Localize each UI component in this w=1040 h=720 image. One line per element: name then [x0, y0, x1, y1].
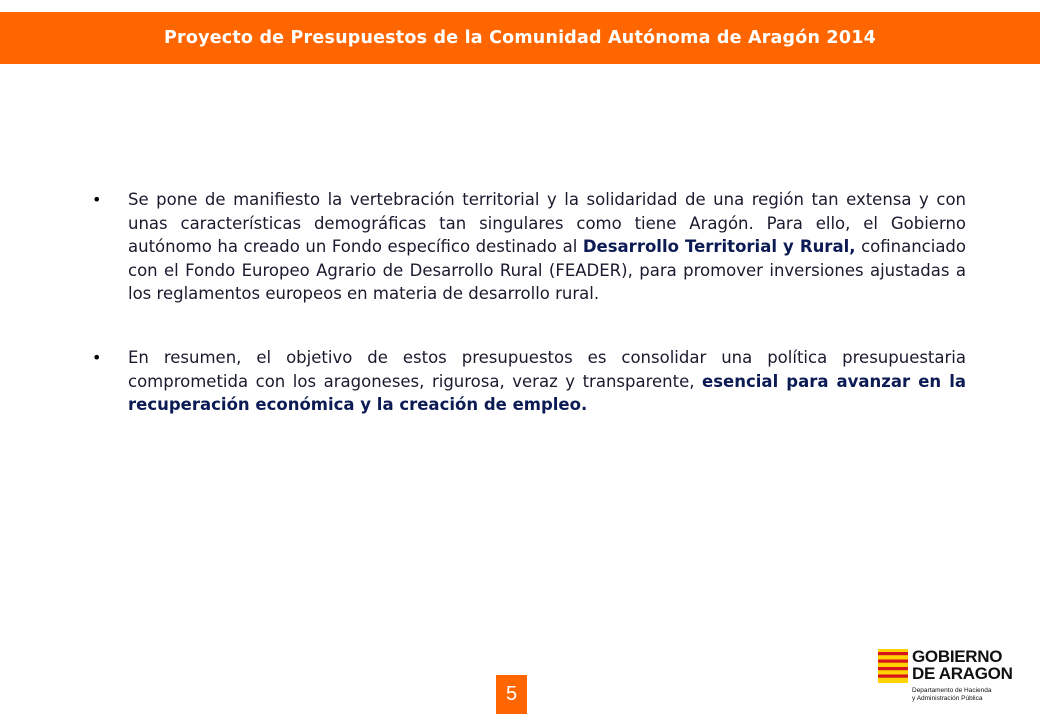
bullet-text: cofinanciado con el Fondo Europeo Agrario de Desarrollo Rural (FEADER), para promover inversiones ajustadas a los reglamentos europeos en materia de desarrollo rural.	[128, 237, 966, 304]
header-bar	[0, 12, 1040, 64]
page-title: Proyecto de Presupuestos de la Comunidad Autónoma de Aragón 2014	[164, 28, 876, 48]
logo-line: GOBIERNO	[912, 647, 1003, 666]
logo-wordmark	[912, 648, 1013, 682]
bullet-text: Se pone de manifiesto la vertebración territorial y la solidaridad de una región tan extensa y con unas características demográficas tan singulares como tiene Aragón. Para ello, el Gobierno autónomo ha creado un Fondo específico destinado al	[128, 190, 966, 257]
bullet-emphasis: Desarrollo Territorial y Rural,	[582, 237, 856, 257]
logo-dept-line: Departamento de Hacienda	[912, 687, 992, 694]
logo-dept-line: y Administración Pública	[912, 695, 983, 702]
bullet-emphasis: esencial para avanzar en la recuperación económica y la creación de empleo.	[128, 371, 966, 415]
bullet-icon: •	[92, 347, 102, 367]
bullet-item	[92, 346, 966, 417]
logo-department	[912, 687, 992, 703]
bullet-text: En resumen, el objetivo de estos presupuestos es consolidar una política presupuestaria comprometida con los aragoneses, rigurosa, veraz y transparente,	[128, 347, 966, 391]
content-area	[92, 188, 966, 417]
logo-line: DE ARAGON	[912, 664, 1013, 683]
page-number: 5	[496, 675, 527, 714]
aragon-flag-icon	[878, 649, 908, 683]
bullet-icon: •	[92, 190, 102, 209]
gobierno-aragon-logo	[878, 645, 1028, 711]
bullet-item	[92, 188, 966, 306]
